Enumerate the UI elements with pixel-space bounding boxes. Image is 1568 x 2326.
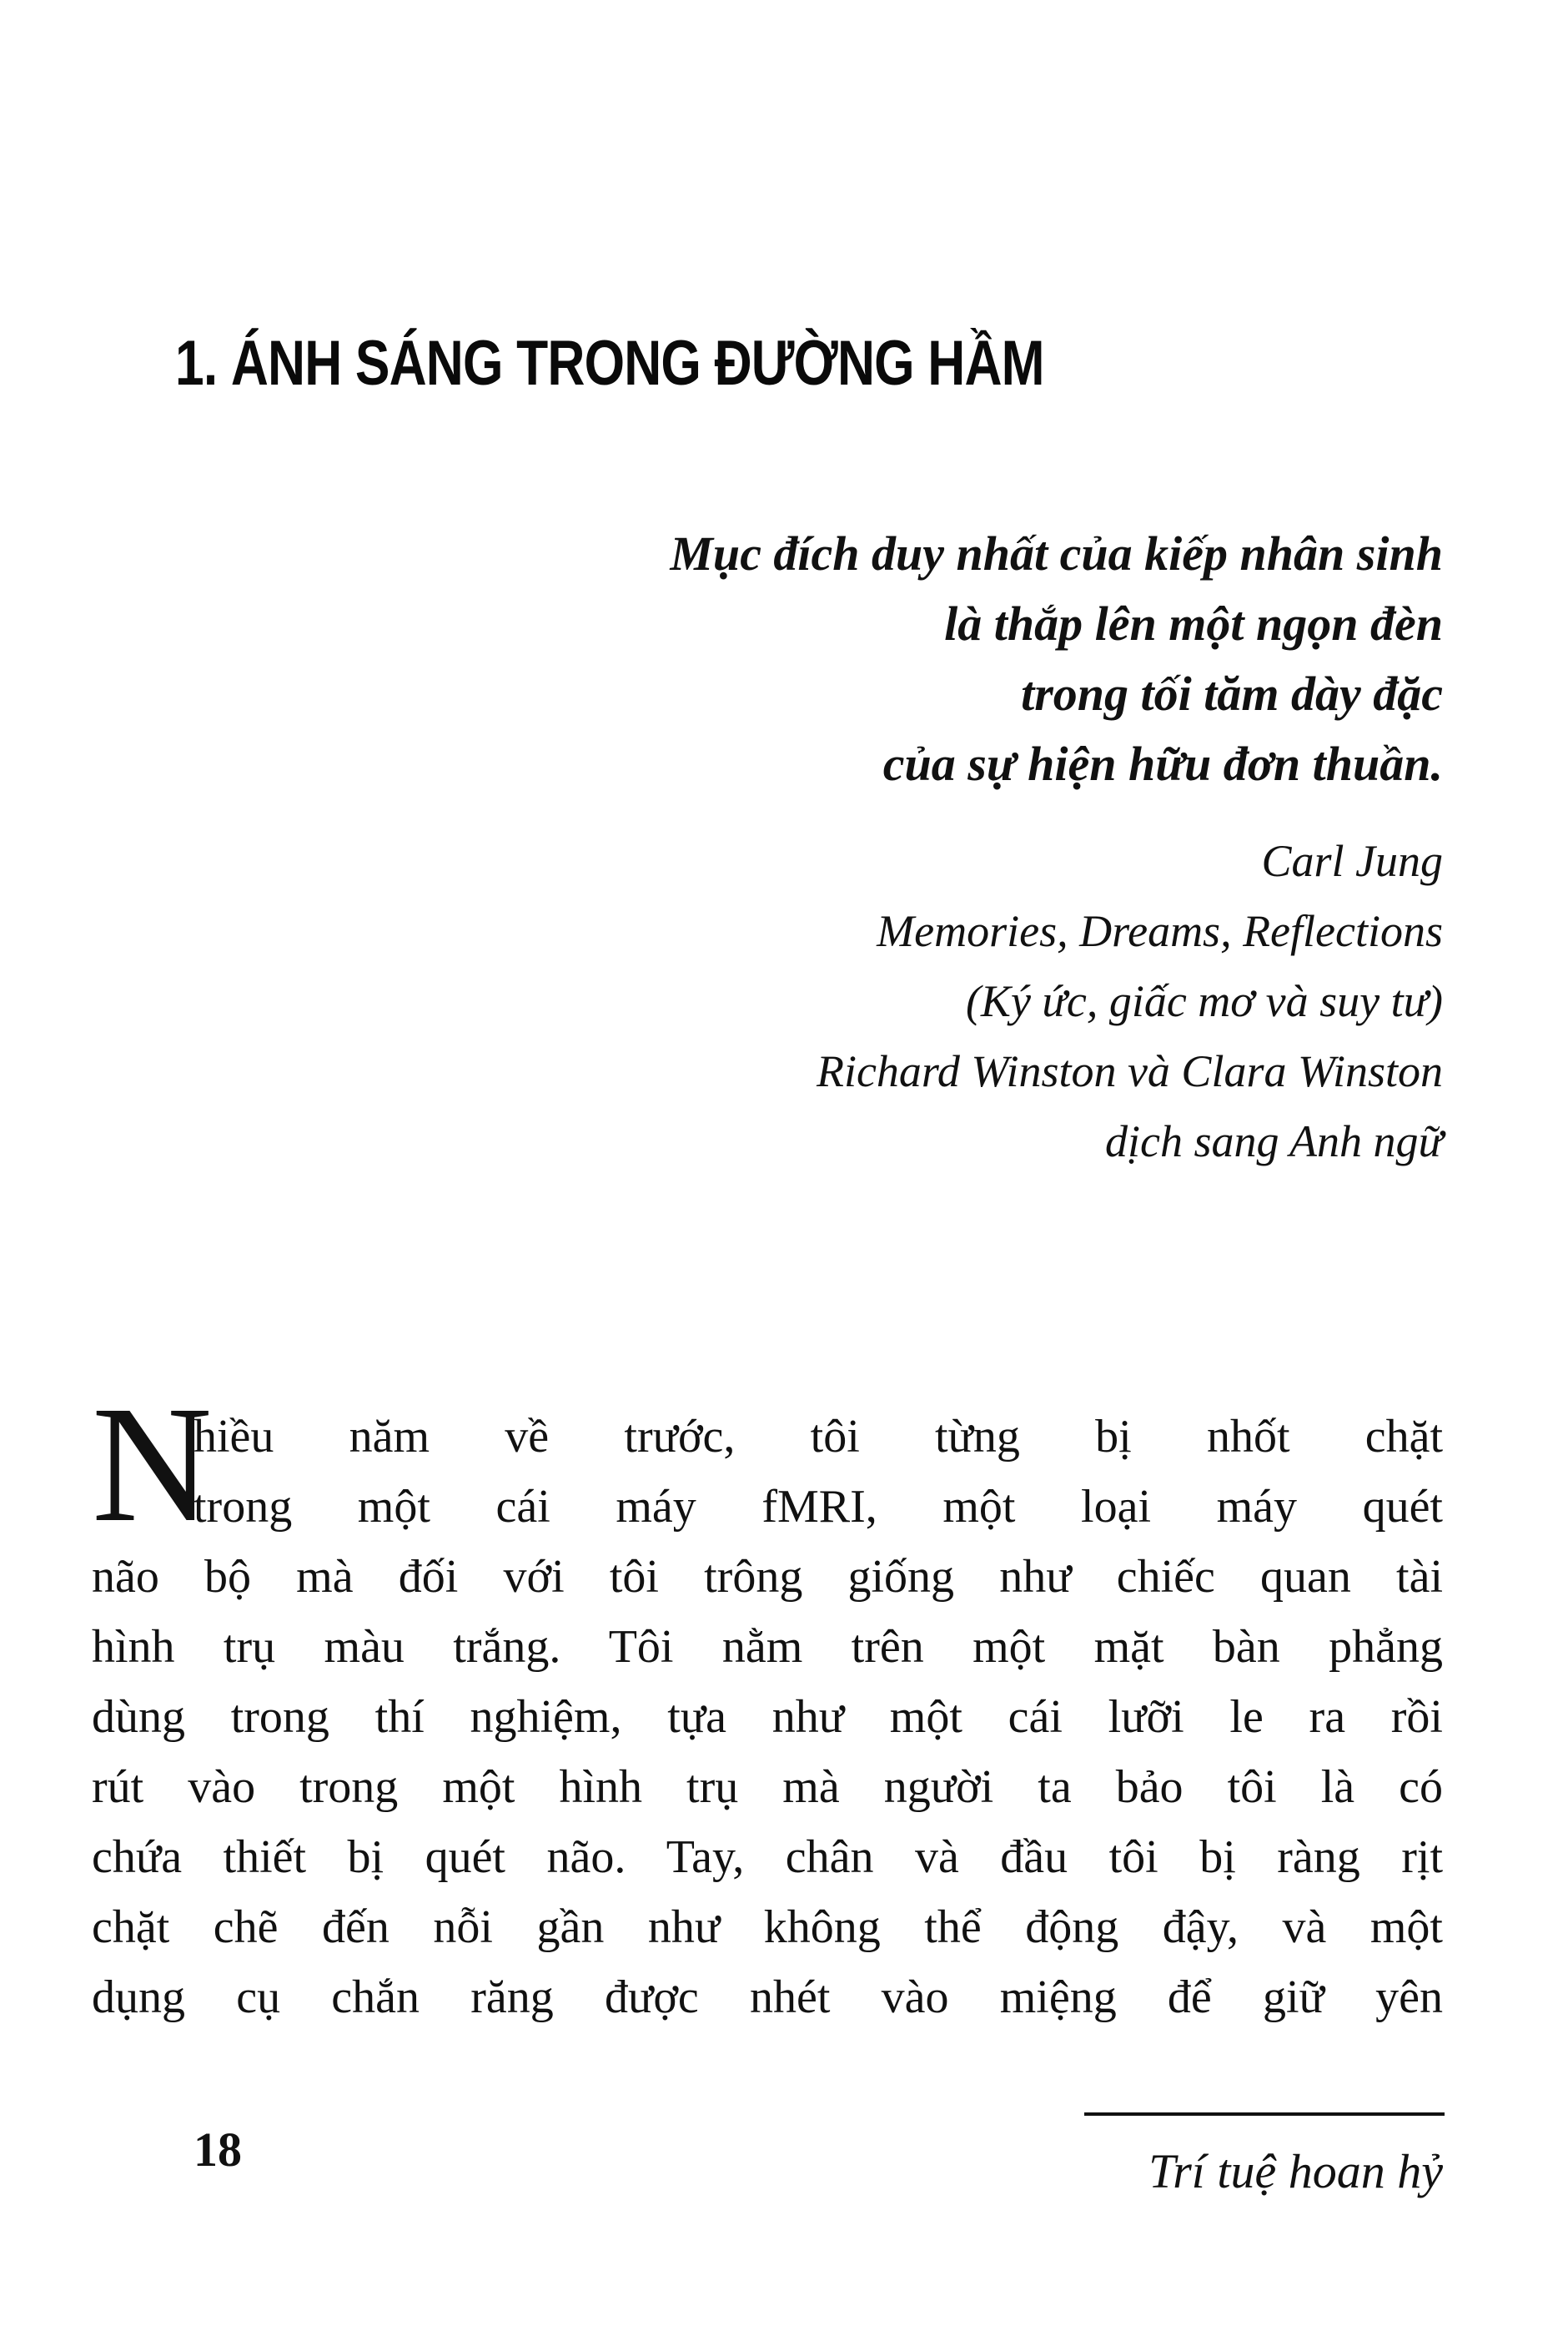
drop-cap: N: [92, 1372, 213, 1557]
body-paragraph: [92, 1402, 1443, 2032]
epigraph-attribution: [275, 826, 1443, 1176]
epigraph-line: của sự hiện hữu đơn thuần.: [882, 737, 1443, 791]
chapter-title: 1. ÁNH SÁNG TRONG ĐƯỜNG HẦM: [175, 328, 1044, 399]
attribution-book-translation: (Ký ức, giấc mơ và suy tư): [965, 976, 1443, 1026]
paragraph-line: não bộ mà đối với tôi trông giống như chiếc quan tài: [92, 1551, 1443, 1603]
paragraph-line: rút vào trong một hình trụ mà người ta bảo tôi là có: [92, 1761, 1443, 1813]
paragraph-line: chứa thiết bị quét não. Tay, chân và đầu tôi bị ràng rịt: [92, 1831, 1443, 1883]
paragraph-line: dùng trong thí nghiệm, tựa như một cái lưỡi le ra rồi: [92, 1691, 1443, 1743]
paragraph-line: hình trụ màu trắng. Tôi nằm trên một mặt bàn phẳng: [92, 1621, 1443, 1673]
epigraph-line: trong tối tăm dày đặc: [1021, 667, 1443, 721]
running-title: Trí tuệ hoan hỷ: [1148, 2144, 1443, 2198]
epigraph-line: là thắp lên một ngọn đèn: [944, 597, 1443, 651]
paragraph-line: trong một cái máy fMRI, một loại máy quét: [193, 1481, 1443, 1533]
epigraph: [275, 519, 1443, 799]
epigraph-line: Mục đích duy nhất của kiếp nhân sinh: [670, 526, 1443, 581]
attribution-author: Carl Jung: [1261, 836, 1443, 886]
footer-rule: [1084, 2112, 1445, 2116]
attribution-translation-note: dịch sang Anh ngữ: [1105, 1116, 1443, 1166]
paragraph-line: dụng cụ chắn răng được nhét vào miệng để giữ yên: [92, 1971, 1443, 2023]
attribution-book-title: Memories, Dreams, Reflections: [877, 906, 1443, 956]
paragraph-line: chặt chẽ đến nỗi gần như không thể động đậy, và một: [92, 1901, 1443, 1953]
paragraph-line: hiều năm về trước, tôi từng bị nhốt chặt: [193, 1411, 1443, 1463]
attribution-translators: Richard Winston và Clara Winston: [816, 1046, 1443, 1096]
page-number: 18: [193, 2122, 242, 2177]
